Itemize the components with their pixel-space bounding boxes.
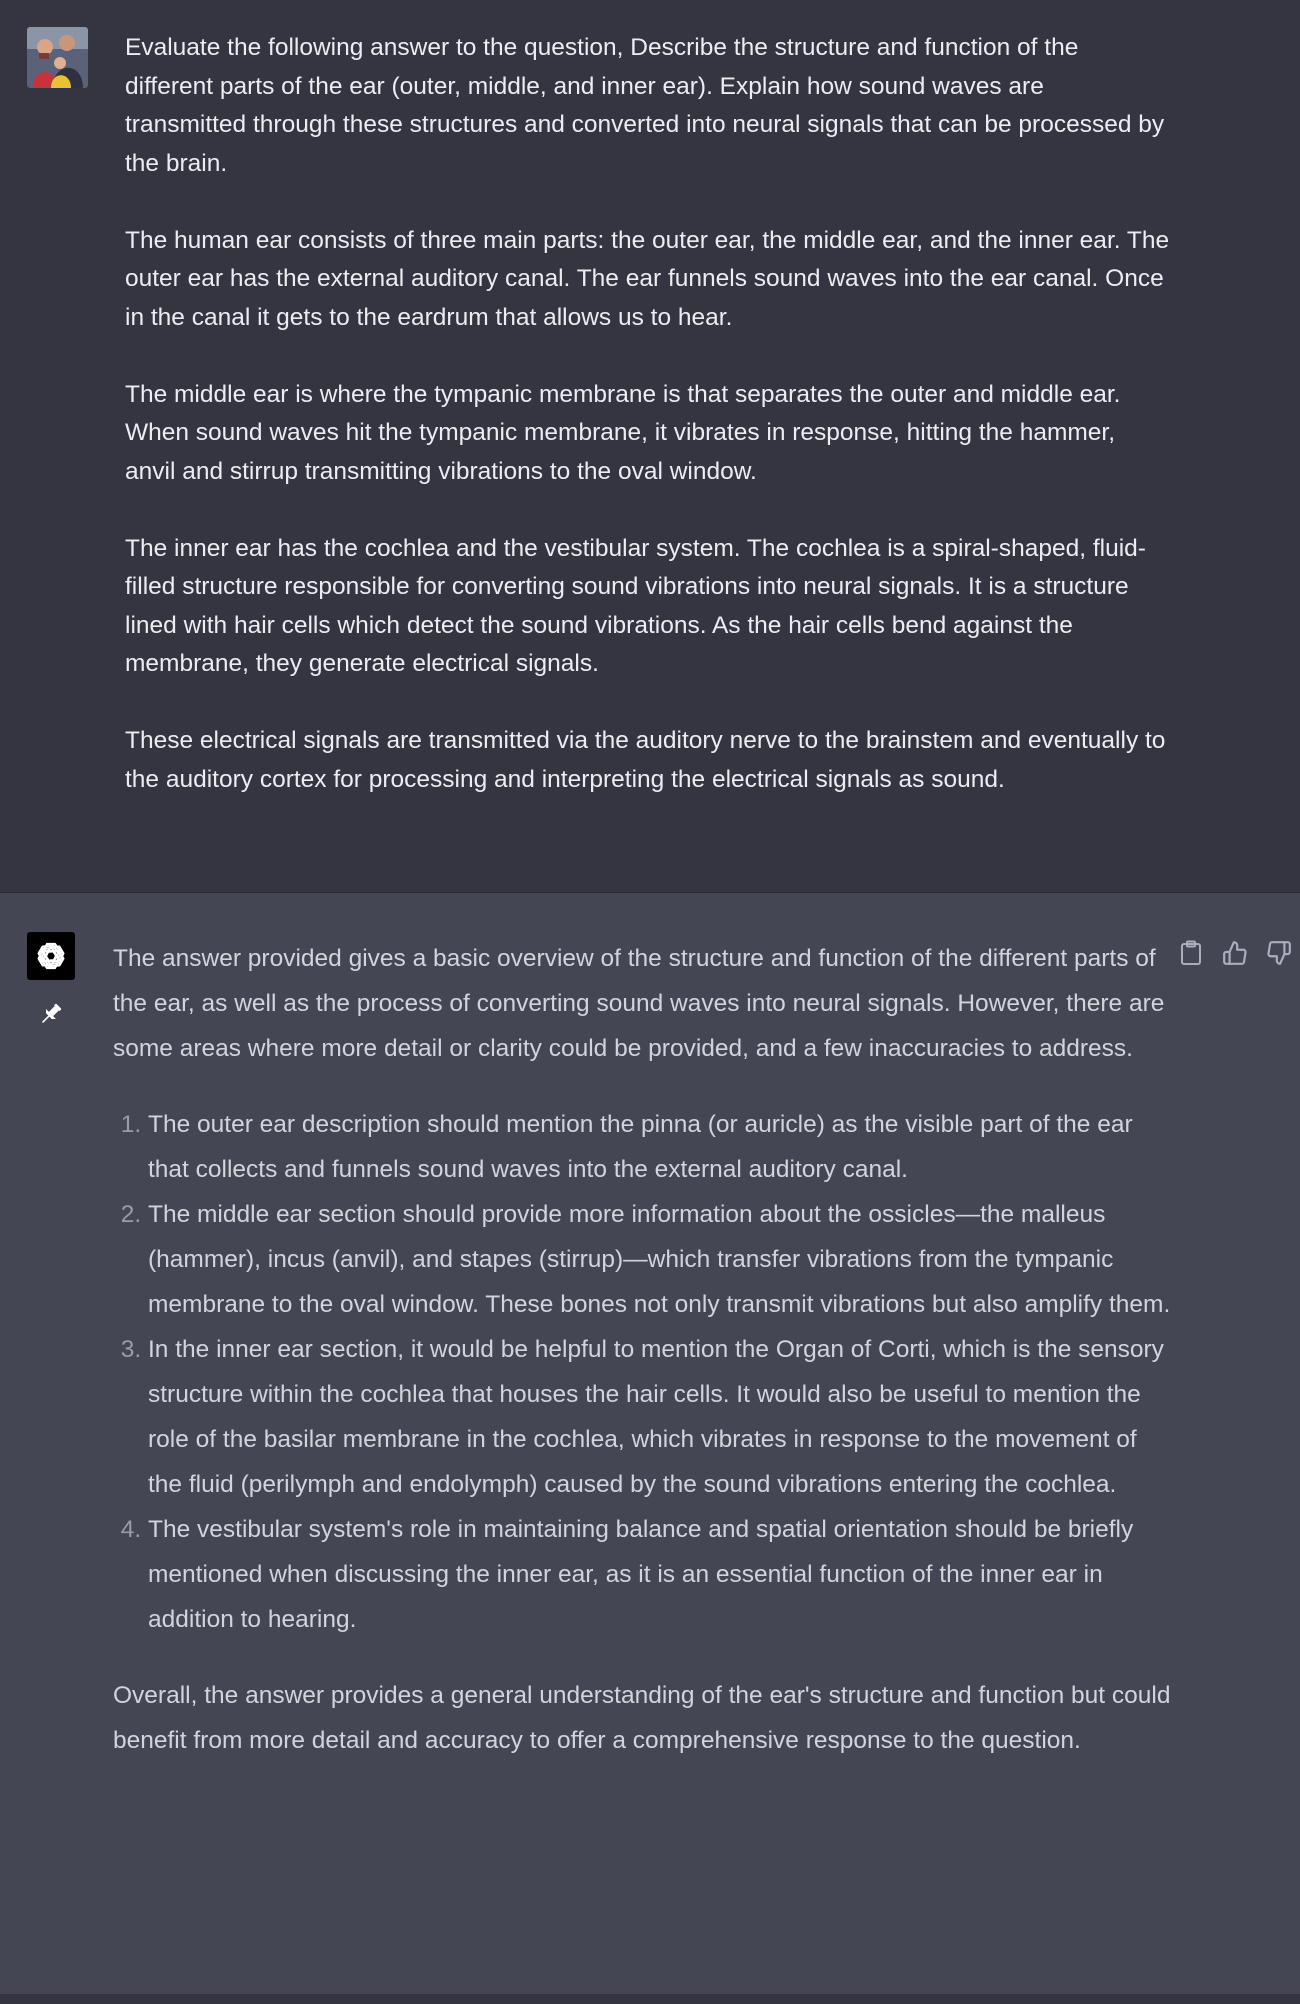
- thumbs-up-icon: [1222, 940, 1248, 966]
- message-actions: [1175, 937, 1295, 969]
- assistant-intro: The answer provided gives a basic overview of the structure and function of the different parts of the ear, as well as the process of converting sound waves into neural signals. However, there are some areas where more detail or clarity could be provided, and a few inaccuracies to address.: [113, 945, 1165, 1062]
- feedback-list: [113, 1102, 1173, 1642]
- feedback-item: 1. The outer ear description should mention the pinna (or auricle) as the visible part of the ear that collects and funnels sound waves into the external auditory canal.: [148, 1102, 1173, 1192]
- thumbs-down-button[interactable]: [1263, 937, 1295, 969]
- user-paragraph: The human ear consists of three main parts: the outer ear, the middle ear, and the inner ear. The outer ear has the external auditory canal. The ear funnels sound waves into the ear canal. Once in the canal it gets to the eardrum that allows us to hear.: [125, 226, 1170, 331]
- user-paragraph: The middle ear is where the tympanic membrane is that separates the outer and middle ear. When sound waves hit the tympanic membrane, it vibrates in response, hitting the hammer, anvil and stirrup transmitting vibrations to the oval window.: [125, 380, 1121, 485]
- avatar-photo-icon: [27, 27, 88, 88]
- bottom-strip: [0, 1994, 1300, 2004]
- assistant-conclusion: Overall, the answer provides a general understanding of the ear's structure and function but could benefit from more detail and accuracy to offer a comprehensive response to the question.: [113, 1682, 1171, 1754]
- assistant-message-text: [113, 936, 1173, 1794]
- user-avatar: [27, 27, 88, 88]
- thumbs-down-icon: [1266, 940, 1292, 966]
- clipboard-icon: [1179, 940, 1203, 966]
- feedback-item: 4. The vestibular system's role in maintaining balance and spatial orientation should be briefly mentioned when discussing the inner ear, as it is an essential function of the inner ear in addition to hearing.: [148, 1507, 1173, 1642]
- user-paragraph: Evaluate the following answer to the question, Describe the structure and function of the different parts of the ear (outer, middle, and inner ear). Explain how sound waves are transmitted through these structures and converted into neural signals that can be processed by the brain.: [125, 34, 1165, 177]
- pin-icon[interactable]: [37, 1000, 65, 1028]
- thumbs-up-button[interactable]: [1219, 937, 1251, 969]
- feedback-item: 2. The middle ear section should provide more information about the ossicles—the malleus (hammer), incus (anvil), and stapes (stirrup)—which transfer vibrations from the tympanic membrane to the oval window. These bones not only transmit vibrations but also amplify them.: [148, 1192, 1173, 1327]
- user-paragraph: The inner ear has the cochlea and the vestibular system. The cochlea is a spiral-shaped, fluid-filled structure responsible for converting sound vibrations into neural signals. It is a structure lined with hair cells which detect the sound vibrations. As the hair cells bend against the membrane, they generate electrical signals.: [125, 534, 1146, 677]
- user-message: [0, 0, 1300, 893]
- user-message-text: [125, 29, 1170, 838]
- chatgpt-logo-icon: [27, 932, 75, 980]
- feedback-item: 3. In the inner ear section, it would be helpful to mention the Organ of Corti, which is the sensory structure within the cochlea that houses the hair cells. It would also be useful to mention the role of the basilar membrane in the cochlea, which vibrates in response to the movement of the fluid (perilymph and endolymph) caused by the sound vibrations entering the cochlea.: [148, 1327, 1173, 1507]
- user-paragraph: These electrical signals are transmitted via the auditory nerve to the brainstem and eventually to the auditory cortex for processing and interpreting the electrical signals as sound.: [125, 727, 1166, 793]
- copy-button[interactable]: [1175, 937, 1207, 969]
